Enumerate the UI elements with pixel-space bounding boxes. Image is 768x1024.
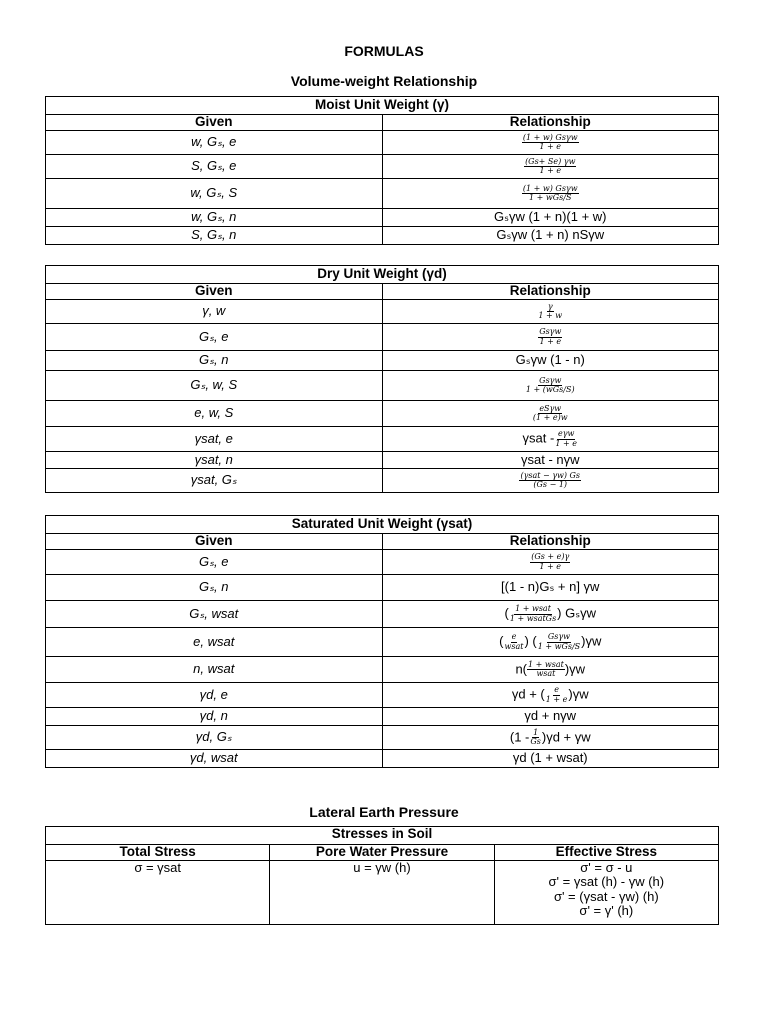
- effective-stress-line: σ' = γ' (h): [579, 902, 634, 918]
- fraction: [554, 430, 578, 448]
- given-cell: w, Gₛ, n: [46, 209, 383, 227]
- given-cell: S, Gₛ, e: [46, 155, 383, 179]
- relationship-cell: [382, 601, 719, 628]
- moist-unit-weight-table: [45, 96, 719, 245]
- fraction: [529, 729, 542, 747]
- relationship-cell: [382, 131, 719, 155]
- table-row: [46, 657, 719, 683]
- given-cell: γsat, e: [46, 427, 383, 452]
- relationship-cell: [382, 683, 719, 708]
- table-row: [46, 371, 719, 401]
- effective-stress-line: σ' = σ - u: [580, 860, 633, 875]
- table-row: [46, 628, 719, 657]
- stresses-table-title: Stresses in Soil: [46, 827, 719, 845]
- total-stress-formula: σ = γsat: [46, 861, 270, 925]
- table-row: [46, 550, 719, 575]
- table-title: Dry Unit Weight (γd): [46, 266, 719, 284]
- stresses-in-soil-table: [45, 826, 719, 925]
- table-row: [46, 601, 719, 628]
- given-cell: n, wsat: [46, 657, 383, 683]
- table-row: [46, 155, 719, 179]
- fraction: [537, 633, 581, 651]
- relationship-cell: [382, 469, 719, 493]
- section-title-lateral-earth-pressure: Lateral Earth Pressure: [309, 804, 459, 820]
- table-row: [46, 708, 719, 726]
- given-cell: Gₛ, wsat: [46, 601, 383, 628]
- given-cell: w, Gₛ, e: [46, 131, 383, 155]
- given-cell: Gₛ, e: [46, 550, 383, 575]
- formula-suffix: )γw: [568, 686, 589, 702]
- table-row: [46, 209, 719, 227]
- formula-prefix: γsat -: [522, 430, 555, 446]
- given-cell: S, Gₛ, n: [46, 227, 383, 245]
- given-cell: γd, n: [46, 708, 383, 726]
- given-cell: γsat, Gₛ: [46, 469, 383, 493]
- relationship-cell: [(1 - n)Gₛ + n] γw: [382, 575, 719, 601]
- fraction: [527, 661, 565, 679]
- fraction: [532, 405, 569, 423]
- table-row: [46, 401, 719, 427]
- col-relationship: Relationship: [382, 115, 719, 131]
- formula-suffix: ) Gₛγw: [557, 605, 596, 621]
- table-row: [46, 351, 719, 371]
- table-title: Moist Unit Weight (γ): [46, 97, 719, 115]
- given-cell: Gₛ, n: [46, 351, 383, 371]
- relationship-cell: γd (1 + wsat): [382, 750, 719, 768]
- table-row: [46, 427, 719, 452]
- fraction-numerator: e: [511, 632, 517, 642]
- fraction-denominator: Gs: [530, 737, 541, 746]
- fraction-denominator: 1 + (wGs/S): [525, 385, 575, 394]
- given-cell: γd, Gₛ: [46, 726, 383, 750]
- col-relationship: Relationship: [382, 534, 719, 550]
- relationship-cell: Gₛγw (1 + n) nSγw: [382, 227, 719, 245]
- fraction-denominator: wsat: [504, 641, 524, 651]
- given-cell: Gₛ, e: [46, 324, 383, 351]
- given-cell: γsat, n: [46, 452, 383, 469]
- relationship-cell: [382, 324, 719, 351]
- formula-prefix: n(: [515, 660, 527, 676]
- relationship-cell: Gₛγw (1 + n)(1 + w): [382, 209, 719, 227]
- relationship-cell: [382, 427, 719, 452]
- fraction-numerator: γ: [547, 301, 553, 311]
- fraction-denominator: 1 + e: [555, 438, 577, 448]
- relationship-cell: [382, 179, 719, 209]
- fraction-denominator: 1 + wsatGs: [509, 613, 557, 623]
- table-row: [46, 750, 719, 768]
- formula-prefix: γd + (: [511, 686, 545, 702]
- relationship-cell: [382, 371, 719, 401]
- table-row: [46, 575, 719, 601]
- relationship-cell: [382, 550, 719, 575]
- table-row: [46, 300, 719, 324]
- fraction-numerator: (Gs + e)γ: [531, 552, 570, 562]
- effective-stress-line: σ' = (γsat - γw) (h): [553, 888, 659, 904]
- table-row: [46, 683, 719, 708]
- col-effective-stress: Effective Stress: [494, 845, 718, 861]
- fraction-numerator: 1 + wsat: [528, 659, 564, 669]
- fraction-denominator: 1 + wGs/S: [537, 641, 581, 651]
- formula-suffix: )γw: [564, 660, 586, 676]
- fraction-denominator: 1 + e: [539, 336, 562, 346]
- fraction: [525, 377, 576, 395]
- fraction-denominator: 1 + e: [545, 694, 568, 704]
- given-cell: γ, w: [46, 300, 383, 324]
- fraction: [522, 134, 579, 152]
- formula-prefix: (1 -: [509, 728, 530, 744]
- table-row: [46, 469, 719, 493]
- col-pore-water-pressure: Pore Water Pressure: [270, 845, 494, 861]
- section-title-volume-weight: Volume-weight Relationship: [290, 73, 478, 89]
- col-given: Given: [46, 534, 383, 550]
- fraction-numerator: (γsat − γw) Gs: [520, 470, 581, 480]
- formula-suffix: ) (: [524, 633, 537, 649]
- relationship-cell: [382, 401, 719, 427]
- fraction-numerator: Gsγw: [547, 632, 570, 642]
- relationship-cell: [382, 628, 719, 657]
- fraction-denominator: wsat: [536, 669, 556, 678]
- fraction: [504, 633, 525, 651]
- fraction-numerator: (1 + w) Gsγw: [522, 183, 578, 193]
- col-relationship: Relationship: [382, 284, 719, 300]
- fraction-denominator: 1 + e: [539, 166, 562, 175]
- fraction-numerator: (1 + w) Gsγw: [522, 132, 578, 142]
- fraction: [538, 328, 562, 346]
- fraction-numerator: (Gs+ Se) γw: [525, 156, 576, 166]
- fraction: [519, 472, 581, 490]
- fraction-numerator: Gsγw: [539, 375, 562, 385]
- fraction: [545, 686, 569, 704]
- relationship-cell: γd + nγw: [382, 708, 719, 726]
- fraction-denominator: 1 + w: [538, 311, 563, 320]
- table-row: [46, 726, 719, 750]
- fraction-denominator: (Gs − 1): [533, 480, 568, 489]
- given-cell: e, wsat: [46, 628, 383, 657]
- fraction-numerator: eSγw: [539, 403, 562, 413]
- effective-stress-line: σ' = γsat (h) - γw (h): [548, 874, 665, 890]
- saturated-unit-weight-table: [45, 515, 719, 768]
- fraction-numerator: e: [554, 685, 559, 695]
- fraction: [537, 303, 563, 321]
- fraction-numerator: eγw: [557, 429, 575, 439]
- page-title: FORMULAS: [344, 43, 424, 59]
- given-cell: e, w, S: [46, 401, 383, 427]
- given-cell: Gₛ, n: [46, 575, 383, 601]
- col-total-stress: Total Stress: [46, 845, 270, 861]
- relationship-cell: [382, 657, 719, 683]
- pore-water-pressure-formula: u = γw (h): [270, 861, 494, 925]
- table-row: [46, 227, 719, 245]
- given-cell: γd, wsat: [46, 750, 383, 768]
- fraction: [530, 553, 570, 571]
- table-title: Saturated Unit Weight (γsat): [46, 516, 719, 534]
- fraction: [524, 158, 576, 176]
- fraction-denominator: (1 + e)w: [532, 413, 568, 422]
- given-cell: w, Gₛ, S: [46, 179, 383, 209]
- relationship-cell: γsat - nγw: [382, 452, 719, 469]
- col-given: Given: [46, 284, 383, 300]
- given-cell: γd, e: [46, 683, 383, 708]
- formula-suffix: )γw: [581, 633, 602, 649]
- relationship-cell: Gₛγw (1 - n): [382, 351, 719, 371]
- dry-unit-weight-table: [45, 265, 719, 493]
- given-cell: Gₛ, w, S: [46, 371, 383, 401]
- col-given: Given: [46, 115, 383, 131]
- fraction-numerator: 1: [533, 727, 539, 737]
- fraction-numerator: 1 + wsat: [515, 604, 551, 614]
- formula-suffix: )γd + γw: [541, 728, 591, 744]
- table-row: [46, 131, 719, 155]
- formula-prefix: (: [504, 605, 509, 621]
- fraction-numerator: Gsγw: [539, 327, 562, 337]
- table-row: [46, 452, 719, 469]
- relationship-cell: [382, 726, 719, 750]
- relationship-cell: [382, 300, 719, 324]
- fraction-denominator: 1 + wGs/S: [529, 193, 572, 202]
- table-row: [46, 324, 719, 351]
- table-row: [46, 179, 719, 209]
- fraction: [522, 185, 579, 203]
- fraction: [509, 605, 557, 623]
- relationship-cell: [382, 155, 719, 179]
- formula-prefix: (: [499, 633, 504, 649]
- fraction-denominator: 1 + e: [539, 142, 562, 151]
- fraction-denominator: 1 + e: [539, 561, 562, 571]
- effective-stress-formulas: [494, 861, 718, 925]
